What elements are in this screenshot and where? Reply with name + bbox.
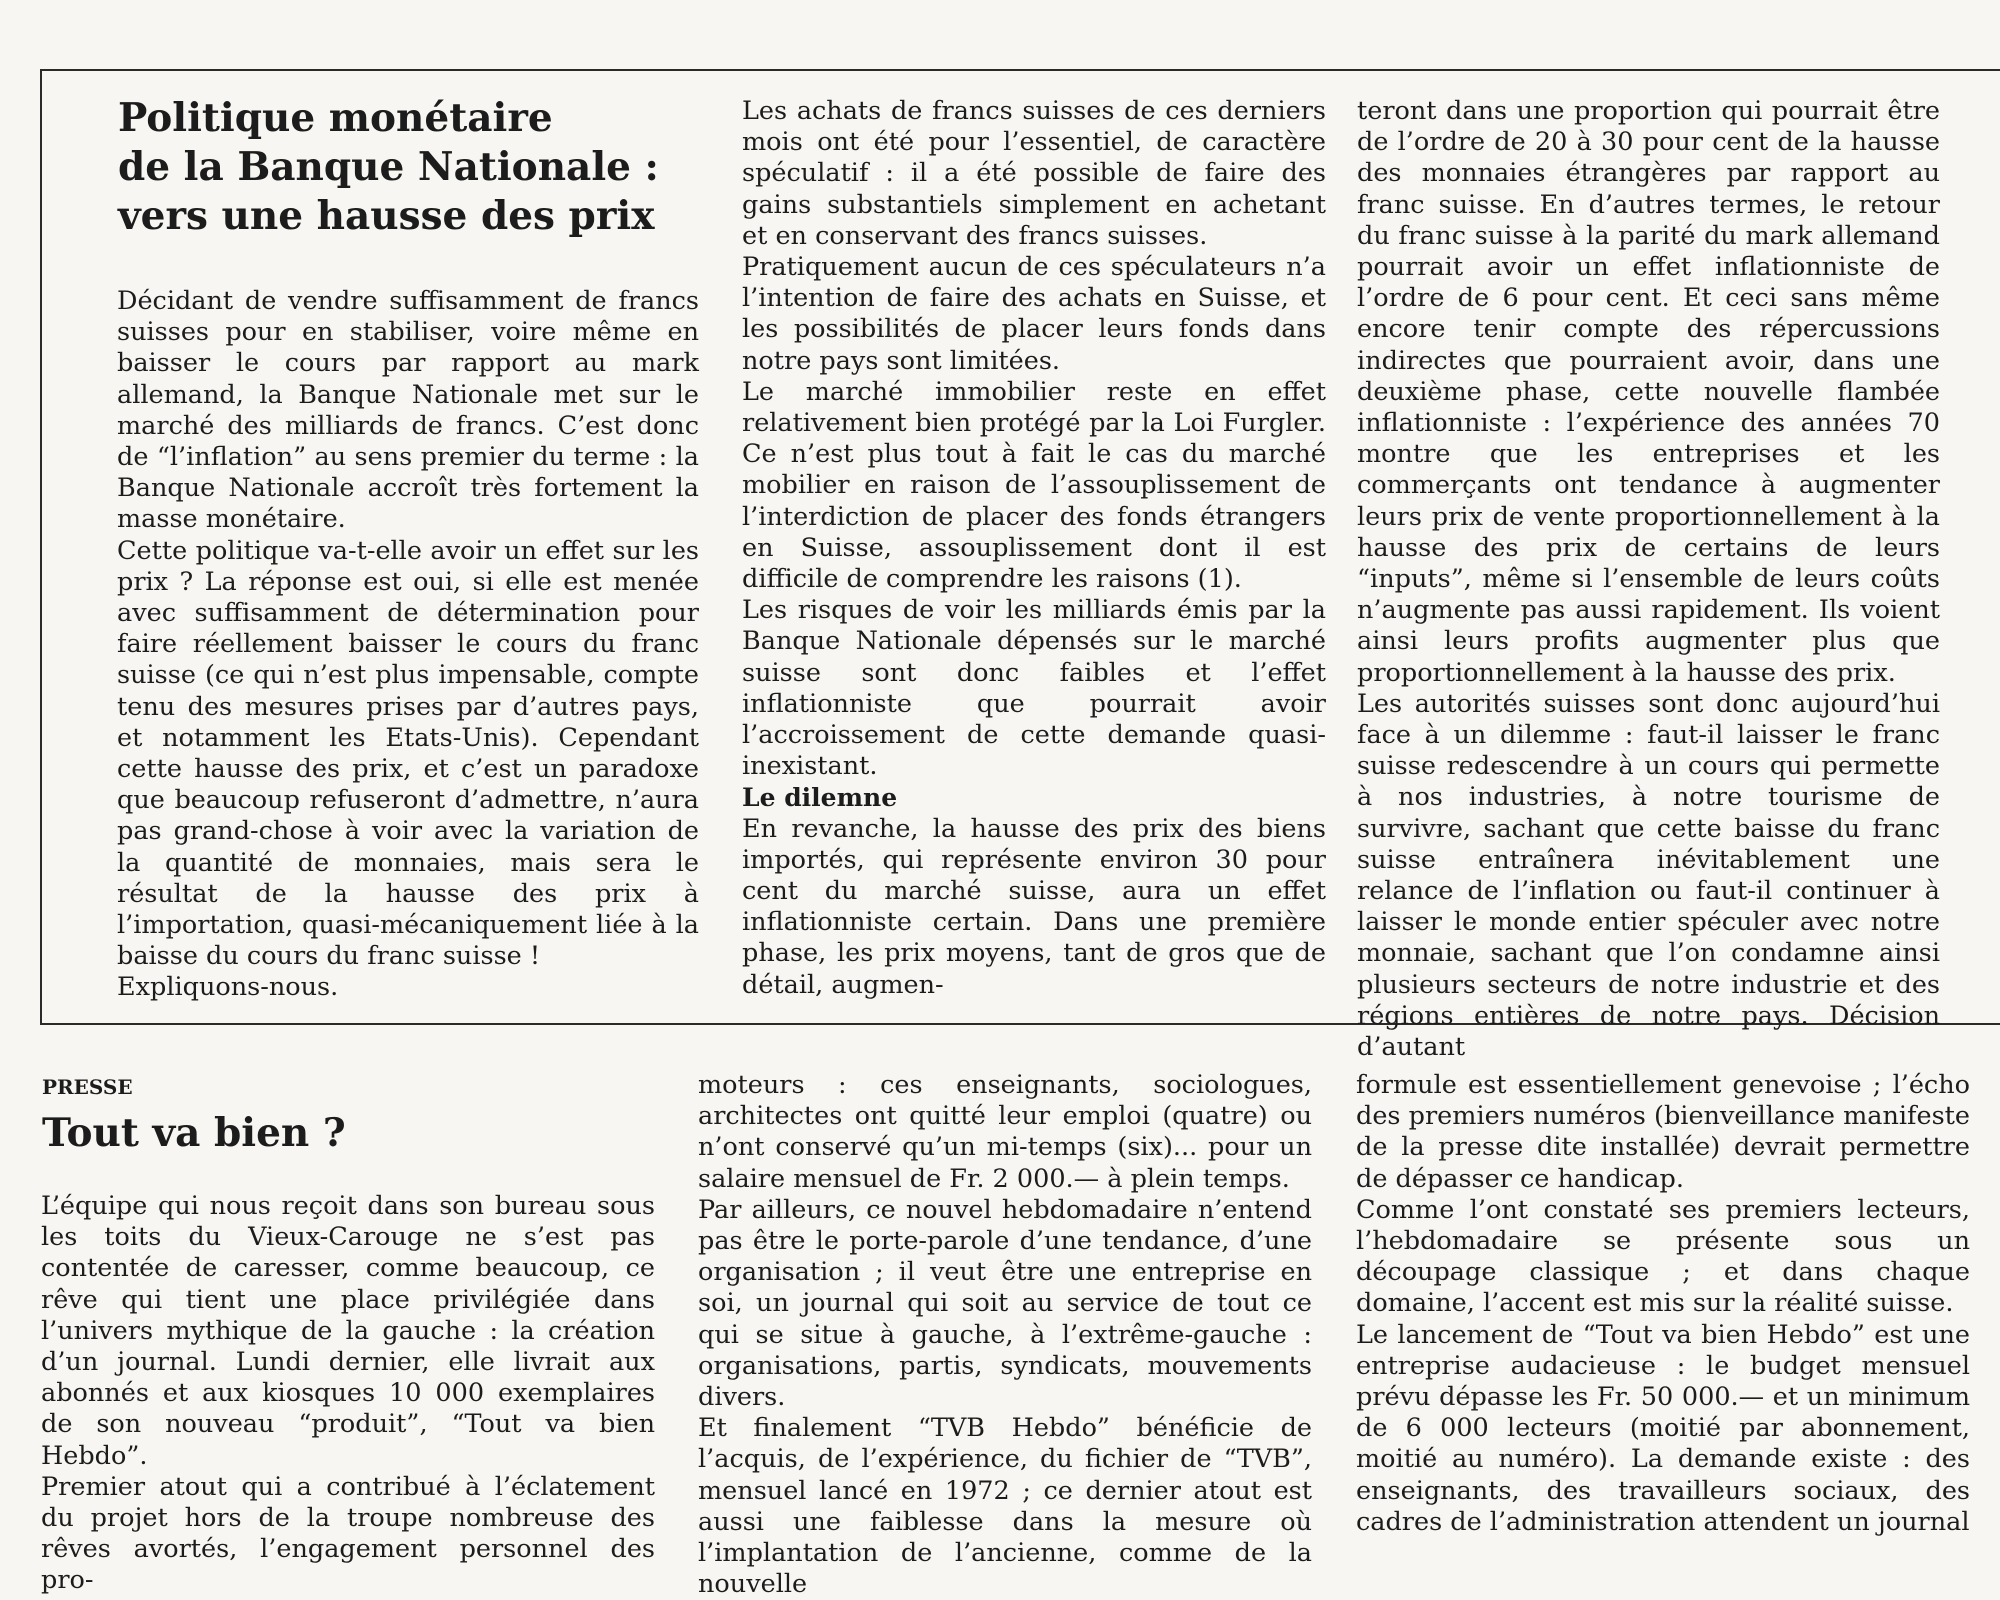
article-title: Tout va bien ? (42, 1110, 346, 1156)
subheading: Le dilemne (742, 783, 898, 813)
paragraph: Expliquons-nous. (117, 972, 339, 1003)
paragraph: Par ailleurs, ce nouvel hebdomadaire n’entend pas être le porte-parole d’une tendance, d’une organisation ; il veut être une entreprise en soi, un journal qui soit au service de tout ce qui se situe à gauche, à l’extrême-gauche : organisations, partis, syndicats, mouvements divers. (698, 1194, 1312, 1413)
paragraph: Comme l’ont constaté ses premiers lecteurs, l’hebdomadaire se présente sous un découpage classique ; et dans chaque domaine, l’accent est mis sur la réalité suisse. (1356, 1194, 1970, 1319)
article-title (118, 94, 678, 241)
article-column-2 (742, 96, 1326, 1001)
paragraph: Cette politique va-t-elle avoir un effet sur les prix ? La réponse est oui, si elle est menée avec suffisamment de détermination pour faire réellement baisser le cours du franc suisse (ce qui n’est plus impensable, compte tenu des mesures prises par d’autres pays, et notamment les Etats-Unis). Cependant cette hausse des prix, et c’est un paradoxe que beaucoup refuseront d’admettre, n’aura pas grand-chose à voir avec la variation de la quantité de monnaies, mais sera le résultat de la hausse des prix à l’importation, quasi-mécaniquement liée à la baisse du cours du franc suisse ! (117, 535, 699, 972)
title-line: Politique monétaire (118, 95, 553, 141)
paragraph: Les autorités suisses sont donc aujourd’hui face à un dilemme : faut-il laisser le franc suisse redescendre à un cours qui permette à nos industries, à notre tourisme de survivre, sachant que cette baisse du franc suisse entraînera inévitablement une relance de l’inflation ou faut-il continuer à laisser le monde entier spéculer avec notre monnaie, sachant que l’on condamne ainsi plusieurs secteurs de notre industrie et des régions entières de notre pays. Décision d’autant (1357, 688, 1940, 1063)
title-line: vers une hausse des prix (118, 193, 655, 239)
paragraph: moteurs : ces enseignants, sociologues, architectes ont quitté leur emploi (quatre) ou n’ont conservé qu’un mi-temps (six)... pour un salaire mensuel de Fr. 2 000.— à plein temps. (698, 1070, 1312, 1194)
paragraph: Pratiquement aucun de ces spéculateurs n’a l’intention de faire des achats en Suisse, et les possibilités de placer leurs fonds dans notre pays sont limitées. (742, 252, 1326, 376)
paragraph: Et finalement “TVB Hebdo” bénéficie de l’acquis, de l’expérience, du fichier de “TVB”, mensuel lancé en 1972 ; ce dernier atout est aussi une faiblesse dans la mesure où l’implantation de l’ancienne, comme de la nouvelle (698, 1413, 1312, 1600)
article-column-1 (117, 286, 699, 1004)
paragraph: teront dans une proportion qui pourrait être de l’ordre de 20 à 30 pour cent de la hausse des monnaies étrangères par rapport au franc suisse. En d’autres termes, le retour du franc suisse à la parité du mark allemand pourrait avoir un effet inflationniste de l’ordre de 6 pour cent. Et ceci sans même encore tenir compte des répercussions indirectes que pourraient avoir, dans une deuxième phase, cette nouvelle flambée inflationniste : l’expérience des années 70 montre que les entreprises et les commerçants ont tendance à augmenter leurs prix de vente proportionnellement à la hausse des prix de certains de leurs “inputs”, même si l’ensemble de leurs coûts n’augmente pas aussi rapidement. Ils voient ainsi leurs profits augmenter plus que proportionnellement à la hausse des prix. (1357, 96, 1940, 688)
paragraph: L’équipe qui nous reçoit dans son bureau sous les toits du Vieux-Carouge ne s’est pas contentée de caresser, comme beaucoup, ce rêve qui tient une place privilégiée dans l’univers mythique de la gauche : la création d’un journal. Lundi dernier, elle livrait aux abonnés et aux kiosques 10 000 exemplaires de son nouveau “produit”, “Tout va bien Hebdo”. (41, 1191, 655, 1471)
paragraph: Le lancement de “Tout va bien Hebdo” est une entreprise audacieuse : le budget mensuel prévu dépasse les Fr. 50 000.— et un minimum de 6 000 lecteurs (moitié par abonnement, moitié au numéro). La demande existe : des enseignants, des travailleurs sociaux, des cadres de l’administration attendent un journal (1356, 1319, 1970, 1537)
article-column-3 (1356, 1070, 1970, 1538)
paragraph: En revanche, la hausse des prix des biens importés, qui représente environ 30 pour cent du marché suisse, aura un effet inflationniste certain. Dans une première phase, les prix moyens, tant de gros que de détail, augmen- (742, 813, 1326, 1000)
paragraph: Le marché immobilier reste en effet relativement bien protégé par la Loi Furgler. Ce n’est plus tout à fait le cas du marché mobilier en raison de l’assouplissement de l’interdiction de placer des fonds étrangers en Suisse, assouplissement dont il est difficile de comprendre les raisons (1). (742, 376, 1326, 595)
section-kicker: PRESSE (42, 1075, 133, 1099)
article-column-2 (698, 1070, 1312, 1600)
paragraph: formule est essentiellement genevoise ; l’écho des premiers numéros (bienveillance manifeste de la presse dite installée) devrait permettre de dépasser ce handicap. (1356, 1070, 1970, 1194)
paragraph: Les achats de francs suisses de ces derniers mois ont été pour l’essentiel, de caractère spéculatif : il a été possible de faire des gains substantiels simplement en achetant et en conservant des francs suisses. (742, 96, 1326, 251)
paragraph: Premier atout qui a contribué à l’éclatement du projet hors de la troupe nombreuse des rêves avortés, l’engagement personnel des pro- (41, 1471, 655, 1596)
paragraph: Les risques de voir les milliards émis par la Banque Nationale dépensés sur le marché suisse sont donc faibles et l’effet inflationniste que pourrait avoir l’accroissement de cette demande quasi-inexistant. (742, 595, 1326, 782)
article-column-1 (41, 1191, 655, 1597)
title-line: de la Banque Nationale : (118, 144, 659, 190)
article-column-3 (1357, 96, 1940, 1063)
paragraph: Décidant de vendre suffisamment de francs suisses pour en stabiliser, voire même en baisser le cours par rapport au mark allemand, la Banque Nationale met sur le marché des milliards de francs. C’est donc de “l’inflation” au sens premier du terme : la Banque Nationale accroît très fortement la masse monétaire. (117, 286, 699, 535)
